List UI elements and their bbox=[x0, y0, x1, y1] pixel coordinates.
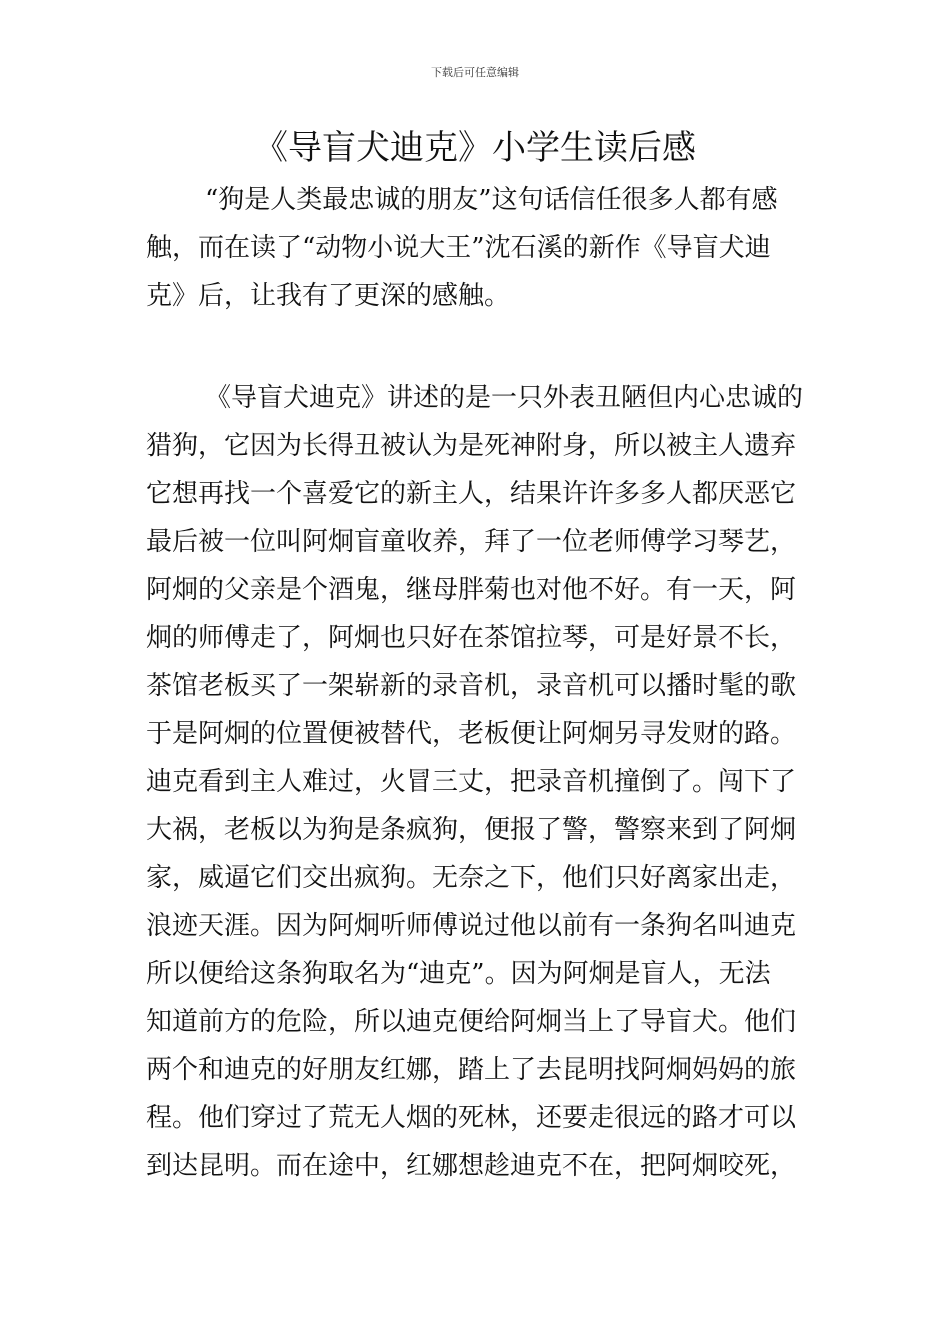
text-line: 它想再找一个喜爱它的新主人，结果许许多多人都厌恶它 bbox=[146, 479, 797, 509]
text-line: 到达昆明。而在途中，红娜想趁迪克不在，把阿炯咬死， bbox=[146, 1151, 797, 1181]
paragraph-intro bbox=[146, 176, 806, 320]
text-line: 大祸，老板以为狗是条疯狗，便报了警，警察来到了阿炯 bbox=[146, 815, 797, 845]
text-line: 阿炯的父亲是个酒鬼，继母胖菊也对他不好。有一天，阿 bbox=[146, 575, 797, 605]
text-line: 《导盲犬迪克》讲述的是一只外表丑陋但内心忠诚的 bbox=[205, 383, 804, 413]
text-line: 猎狗，它因为长得丑被认为是死神附身，所以被主人遗弃 bbox=[146, 431, 797, 461]
paragraph-summary bbox=[146, 374, 806, 1190]
text-line: 知道前方的危险，所以迪克便给阿炯当上了导盲犬。他们 bbox=[146, 1007, 797, 1037]
text-line: 程。他们穿过了荒无人烟的死林，还要走很远的路才可以 bbox=[146, 1103, 797, 1133]
text-line: 触，而在读了“动物小说大王”沈石溪的新作《导盲犬迪 bbox=[146, 233, 771, 263]
text-line: 浪迹天涯。因为阿炯听师傅说过他以前有一条狗名叫迪克 bbox=[146, 911, 797, 941]
text-line: 家，威逼它们交出疯狗。无奈之下，他们只好离家出走， bbox=[146, 863, 797, 893]
document-title: 《导盲犬迪克》小学生读后感 bbox=[254, 128, 696, 168]
text-line: 所以便给这条狗取名为“迪克”。因为阿炯是盲人，无法 bbox=[146, 959, 771, 989]
page-header-note: 下载后可任意编辑 bbox=[431, 66, 519, 79]
text-line: 于是阿炯的位置便被替代，老板便让阿炯另寻发财的路。 bbox=[146, 719, 797, 749]
text-line: 最后被一位叫阿炯盲童收养，拜了一位老师傅学习琴艺， bbox=[146, 527, 797, 557]
text-line: 炯的师傅走了，阿炯也只好在茶馆拉琴，可是好景不长， bbox=[146, 623, 797, 653]
text-line: 克》后，让我有了更深的感触。 bbox=[146, 281, 511, 311]
text-line: 两个和迪克的好朋友红娜，踏上了去昆明找阿炯妈妈的旅 bbox=[146, 1055, 797, 1085]
text-line: 茶馆老板买了一架崭新的录音机，录音机可以播时髦的歌 bbox=[146, 671, 797, 701]
text-line: 迪克看到主人难过，火冒三丈，把录音机撞倒了。闯下了 bbox=[146, 767, 797, 797]
text-line: “狗是人类最忠诚的朋友”这句话信任很多人都有感 bbox=[205, 185, 778, 215]
